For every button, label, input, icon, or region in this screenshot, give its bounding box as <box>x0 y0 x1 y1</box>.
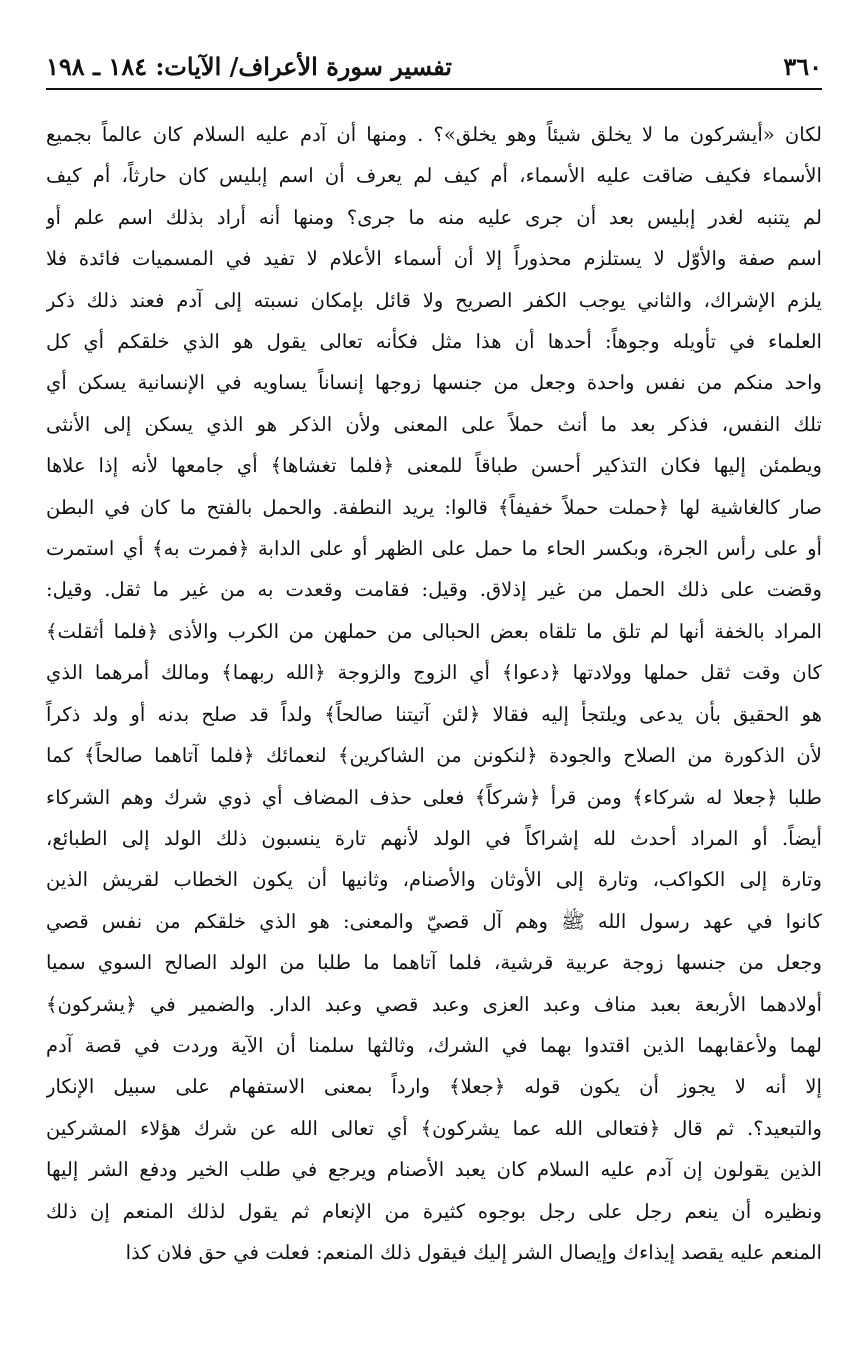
text-line: كان وقت ثقل حملها وولادتها ﴿دعوا﴾ أي الزوج والزوجة ﴿الله ربهما﴾ ومالك أمرهما الذي <box>46 661 822 685</box>
text-line: والتبعيد؟. ثم قال ﴿فتعالى الله عما يشركون﴾ أي تعالى الله عن شرك هؤلاء المشركين <box>46 1116 822 1140</box>
text-line: أيضاً. أو المراد أحدث لله إشراكاً في الولد لأنهم تارة ينسبون ذلك الولد إلى الطبائع، <box>46 826 822 850</box>
text-line: ويطمئن إليها فكان التذكير أحسن طباقاً للمعنى ﴿فلما تغشاها﴾ أي جامعها لأنه إذا علاها <box>46 454 822 478</box>
running-title: تفسير سورة الأعراف/ الآيات: ١٨٤ ـ ١٩٨ <box>46 52 452 81</box>
text-line: أولادهما الأربعة بعبد مناف وعبد العزى وعبد قصي وعبد الدار. والضمير في ﴿يشركون﴾ <box>46 992 822 1016</box>
text-line: لم يتنبه لغدر إبليس بعد أن جرى عليه منه ما جرى؟ ومنها أنه أراد بذلك اسم علم أو <box>46 205 822 229</box>
text-line: هو الحقيق بأن يدعى ويلتجأ إليه فقالا ﴿لئن آتيتنا صالحاً﴾ ولداً قد صلح بدنه أو ولد ذكراً <box>46 702 822 726</box>
text-line: واحد منكم من نفس واحدة وجعل من جنسها زوجها إنساناً يساويه في الإنسانية يسكن أي <box>46 371 822 395</box>
text-line: الأسماء فكيف ضاقت عليه الأسماء، أم كيف لم يعرف أن اسم إبليس كان حارثاً، أم كيف <box>46 164 822 188</box>
text-line: العلماء في تأويله وجوهاً: أحدها أن هذا مثل فكأنه تعالى يقول هو الذي خلقكم أي كل <box>46 330 822 354</box>
text-line: الذين يقولون إن آدم عليه السلام كان يعبد الأصنام ويرجع في طلب الخير ودفع الشر إليها <box>46 1158 822 1182</box>
page-body <box>46 114 822 1273</box>
text-line: يلزم الإشراك، والثاني يوجب الكفر الصريح ولا قائل بإمكان نسبته إلى آدم فعند ذلك ذكر <box>46 288 822 312</box>
text-line: وتارة إلى الكواكب، وتارة إلى الأوثان والأصنام، وثانيها أن يكون الخطاب لقريش الذين <box>46 868 822 892</box>
text-line: اسم صفة والأوّل لا يستلزم محذوراً إلا أن أسماء الأعلام لا تفيد في المسميات فائدة فلا <box>46 247 822 271</box>
text-line: المراد بالخفة أنها لم تلق ما تلقاه بعض الحبالى من حملهن من الكرب والأذى ﴿فلما أثقلت﴾ <box>46 619 822 643</box>
page-header <box>46 52 822 90</box>
text-line: وجعل من جنسها زوجة عربية قرشية، فلما آتاهما ما طلبا من الولد الصالح السوي سميا <box>46 951 822 975</box>
text-line: كانوا في عهد رسول الله ﷺ وهم آل قصيّ والمعنى: هو الذي خلقكم من نفس قصي <box>46 909 822 933</box>
text-line: وقضت على ذلك الحمل من غير إذلاق. وقيل: فقامت وقعدت به من غير ما ثقل. وقيل: <box>46 578 822 602</box>
text-line: طلبا ﴿جعلا له شركاء﴾ ومن قرأ ﴿شركاً﴾ فعلى حذف المضاف أي ذوي شرك وهم الشركاء <box>46 785 822 809</box>
text-line: تلك النفس، فذكر بعد ما أنث حملاً على المعنى ولأن الذكر هو الذي يسكن إلى الأنثى <box>46 412 822 436</box>
text-line: لأن الذكورة من الصلاح والجودة ﴿لنكونن من الشاكرين﴾ لنعمائك ﴿فلما آتاهما صالحاً﴾ كما <box>46 744 822 768</box>
text-line: أو على رأس الجرة، وبكسر الحاء ما حمل على الظهر أو على الدابة ﴿فمرت به﴾ أي استمرت <box>46 537 822 561</box>
text-line: المنعم عليه يقصد إيذاءك وإيصال الشر إليك فيقول ذلك المنعم: فعلت في حق فلان كذا <box>125 1240 822 1264</box>
text-line: ونظيره أن ينعم رجل على رجل بوجوه كثيرة من الإنعام ثم يقول لذلك المنعم إن ذلك <box>46 1199 822 1223</box>
page-number: ٣٦٠ <box>783 52 822 81</box>
text-line: لكان «أيشركون ما لا يخلق شيئاً وهو يخلق»؟ . ومنها أن آدم عليه السلام كان عالماً بجميع <box>46 123 822 146</box>
text-line: لهما ولأعقابهما الذين اقتدوا بهما في الشرك، وثالثها سلمنا أن الآية وردت في قصة آدم <box>46 1033 822 1057</box>
text-line: إلا أنه لا يجوز أن يكون قوله ﴿جعلا﴾ وارداً بمعنى الاستفهام على سبيل الإنكار <box>46 1075 822 1099</box>
text-line: صار كالغاشية لها ﴿حملت حملاً خفيفاً﴾ قالوا: يريد النطفة. والحمل بالفتح ما كان في البطن <box>46 495 822 519</box>
